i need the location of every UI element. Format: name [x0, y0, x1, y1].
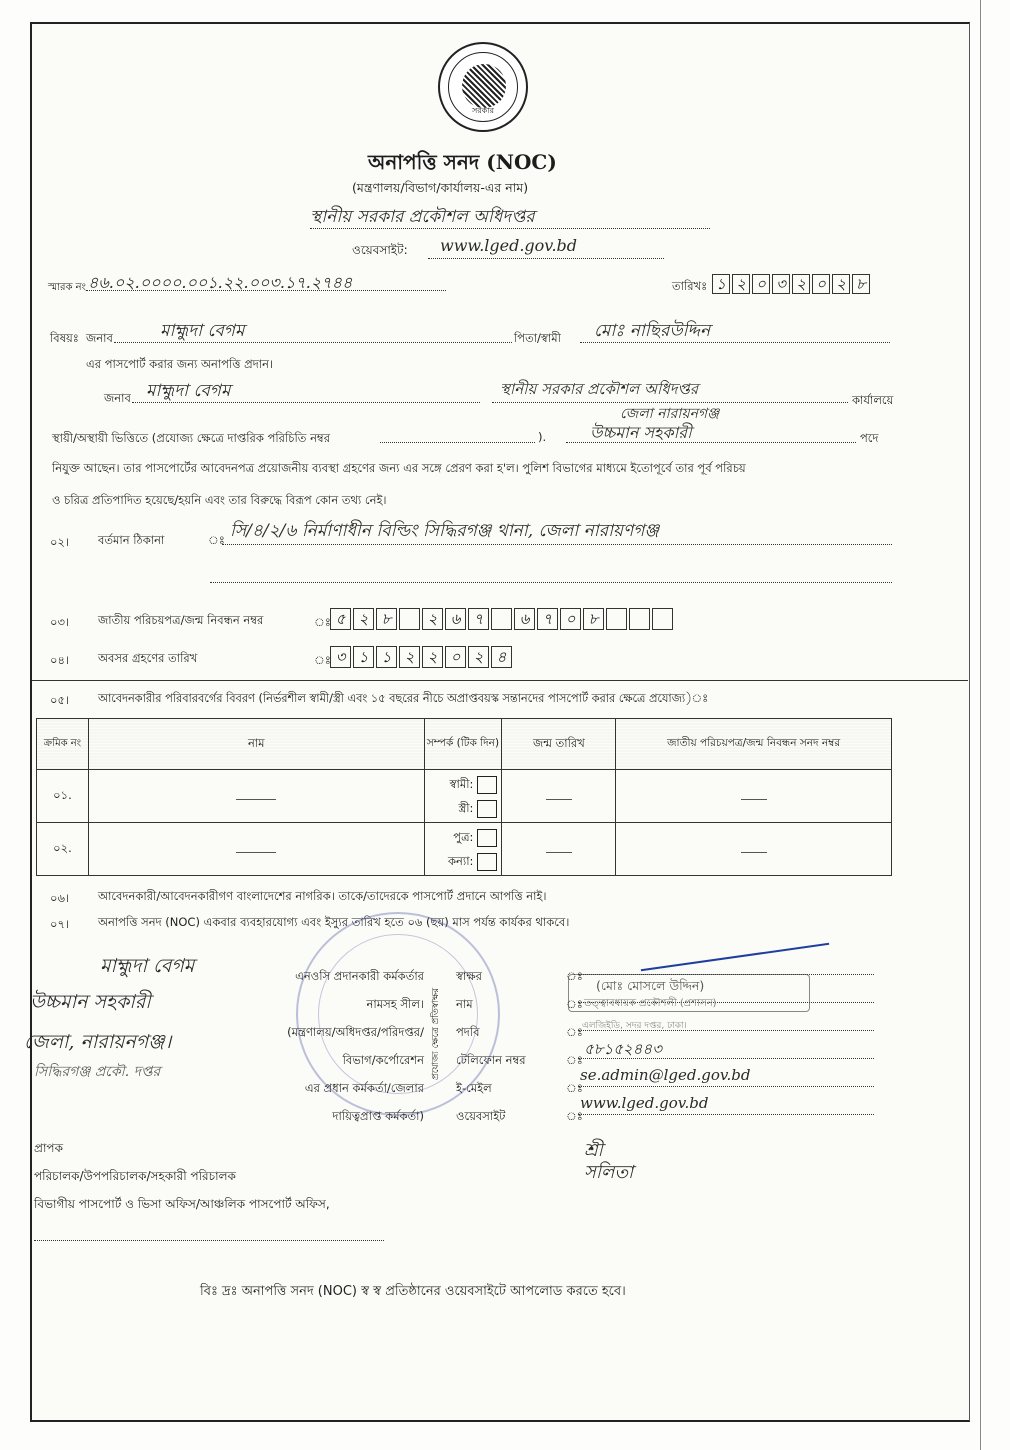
col-relation: সম্পর্ক (টিক দিন) — [424, 719, 502, 770]
item02-label: বর্তমান ঠিকানা — [98, 533, 165, 547]
nid-digit-box — [652, 608, 673, 630]
relation-checkbox[interactable] — [477, 829, 497, 847]
stamp-org: এলজিইডি, সদর দপ্তর, ঢাকা। — [582, 1021, 687, 1031]
nid-digit-box: ৫ — [330, 608, 351, 630]
item04-label: অবসর গ্রহণের তারিখ — [98, 651, 198, 665]
field-label: নাম — [456, 997, 473, 1011]
date-digit-box: ২ — [732, 274, 750, 294]
website-label: ওয়েবসাইট: — [352, 243, 408, 257]
sig-line: (মন্ত্রণালয়/অধিদপ্তর/পরিদপ্তর/ — [287, 1025, 424, 1039]
recipient-line2: বিভাগীয় পাসপোর্ট ও ভিসা অফিস/আঞ্চলিক পাসপোর্ট অফিস, — [34, 1197, 330, 1211]
email-value: se.admin@lged.gov.bd — [580, 1066, 751, 1084]
subject-line2: এর পাসপোর্ট করার জন্য অনাপত্তি প্রদান। — [86, 357, 274, 371]
form-subtitle: (মন্ত্রণালয়/বিভাগ/কার্যালয়-এর নাম) — [352, 180, 529, 195]
nid-digit-box — [491, 608, 512, 630]
item02-num: ০২। — [50, 535, 70, 549]
seal-emblem-icon — [462, 64, 506, 108]
retirement-date-boxes — [330, 646, 514, 668]
retirement-digit-box: ২ — [468, 646, 489, 668]
stamp-title: তত্ত্বাবধায়ক প্রকৌশলী (প্রশাসন) — [584, 998, 717, 1009]
col-name: নাম — [88, 719, 424, 770]
col-serial: ক্রমিক নং — [37, 719, 89, 770]
date-digit-box: ১ — [712, 274, 730, 294]
retirement-digit-box: ১ — [376, 646, 397, 668]
body-line2-end: ). — [538, 430, 547, 444]
nid-digit-box: ৮ — [376, 608, 397, 630]
sig-line: নামসহ সীল। — [366, 997, 424, 1011]
relation-label: পুত্র: — [453, 830, 474, 844]
nid-digit-box: ৬ — [445, 608, 466, 630]
field-label: টেলিফোন নম্বর — [456, 1053, 526, 1067]
sig-line: এর প্রধান কর্মকর্তা/জেলার — [304, 1081, 424, 1095]
row-serial: ০১. — [37, 770, 89, 823]
signatory-fields — [456, 962, 526, 1130]
nid-boxes — [330, 608, 675, 630]
date-digit-box: ২ — [832, 274, 850, 294]
government-seal — [438, 42, 528, 132]
clause06-num: ০৬। — [50, 891, 70, 905]
date-label: তারিখঃ — [672, 279, 708, 293]
retirement-digit-box: ২ — [399, 646, 420, 668]
father-name: মোঃ নাছিরউদ্দিন — [594, 321, 711, 341]
sig-line: এনওসি প্রদানকারী কর্মকর্তার — [295, 969, 424, 983]
date-digit-box: ০ — [752, 274, 770, 294]
date-boxes — [712, 274, 872, 294]
nid-digit-box: ২ — [422, 608, 443, 630]
form-title: অনাপত্তি সনদ (NOC) — [368, 150, 557, 174]
nid-digit-box: ৬ — [514, 608, 535, 630]
recipient-line1: পরিচালক/উপপরিচালক/সহকারী পরিচালক — [34, 1169, 236, 1183]
address-value: সি/৪/২/৬ নির্মাণাধীন বিল্ডিং সিদ্ধিরগঞ্জ থানা, জেলা নারায়ণগঞ্জ — [230, 521, 659, 541]
date-digit-box: ০ — [812, 274, 830, 294]
date-digit-box: ৮ — [852, 274, 870, 294]
district-value: জেলা নারায়নগঞ্জ — [620, 406, 720, 422]
field-label: ই-মেইল — [456, 1081, 492, 1095]
father-label: পিতা/স্বামী — [514, 331, 561, 345]
col-dob: জন্ম তারিখ — [502, 719, 616, 770]
nid-digit-box — [399, 608, 420, 630]
sig-line: দায়িত্বপ্রাপ্ত কর্মকর্তা) — [332, 1109, 424, 1123]
office-name: স্থানীয় সরকার প্রকৌশল অধিদপ্তর — [310, 207, 535, 227]
handwritten-name: মাহ্মুদা বেগম — [100, 955, 195, 977]
footer-note: বিঃ দ্রঃ অনাপত্তি সনদ (NOC) স্ব স্ব প্রতিষ্ঠানের ওয়েবসাইটে আপলোড করতে হবে। — [200, 1284, 626, 1299]
clause06-text: আবেদনকারী/আবেদনকারীগণ বাংলাদেশের নাগরিক। তাকে/তাদেরকে পাসপোর্ট প্রদানে আপত্তি নাই। — [98, 889, 547, 903]
handwritten-office: সিদ্ধিরগঞ্জ প্রকৌ. দপ্তর — [34, 1064, 161, 1080]
vertical-note: প্রযোজ্য ক্ষেত্রে প্রতিস্বাক্ষর — [431, 987, 441, 1080]
clause07-text: অনাপত্তি সনদ (NOC) একবার ব্যবহারযোগ্য এবং ইস্যুর তারিখ হতে ০৬ (ছয়) মাস পর্যন্ত কার্যকর থাকবে। — [98, 915, 570, 929]
relation-checkbox[interactable] — [477, 800, 497, 818]
date-digit-box: ২ — [792, 274, 810, 294]
sig-line: বিভাগ/কর্পোরেশন — [342, 1053, 424, 1067]
relation-label: স্ত্রী: — [458, 801, 474, 815]
row-serial: ০২. — [37, 823, 89, 876]
family-table — [36, 718, 892, 876]
relation-checkbox[interactable] — [477, 776, 497, 794]
subject-janab: জনাব — [86, 331, 113, 345]
item03-num: ০৩। — [50, 615, 70, 629]
item05-num: ০৫। — [50, 693, 70, 707]
handwritten-post: উচ্চমান সহকারী — [30, 991, 151, 1013]
nid-digit-box: ০ — [560, 608, 581, 630]
col-nid: জাতীয় পরিচয়পত্র/জন্ম নিবন্ধন সনদ নম্বর — [616, 719, 892, 770]
retirement-digit-box: ২ — [422, 646, 443, 668]
nid-digit-box: ৭ — [468, 608, 489, 630]
table-row — [37, 823, 892, 876]
field-label: পদবি — [456, 1025, 480, 1039]
nid-digit-box: ৮ — [583, 608, 604, 630]
seal-caption: সরকার — [471, 106, 494, 115]
subject-label: বিষয়ঃ — [50, 331, 79, 345]
post-value: উচ্চমান সহকারী — [590, 423, 692, 442]
nid-digit-box — [606, 608, 627, 630]
relation-label: কন্যা: — [447, 854, 474, 868]
retirement-digit-box: ১ — [353, 646, 374, 668]
body-name: মাহ্মুদা বেগম — [146, 381, 231, 401]
relation-label: স্বামী: — [449, 777, 474, 791]
memo-label: স্মারক নং — [48, 282, 86, 293]
retirement-digit-box: ৩ — [330, 646, 351, 668]
relation-checkbox[interactable] — [477, 853, 497, 871]
website-value: www.lged.gov.bd — [440, 236, 578, 255]
body-line2: স্থায়ী/অস্থায়ী ভিত্তিতে (প্রযোজ্য ক্ষেত্রে দাপ্তরিক পরিচিতি নম্বর — [52, 431, 331, 445]
item03-label: জাতীয় পরিচয়পত্র/জন্ম নিবন্ধন নম্বর — [98, 613, 264, 627]
subject-name: মাহ্মুদা বেগম — [160, 321, 245, 341]
body-janab: জনাব — [104, 391, 131, 405]
body-line4: ও চরিত্র প্রতিপাদিত হয়েছে/হয়নি এবং তার বিরুদ্ধে বিরূপ কোন তথ্য নেই। — [52, 493, 387, 507]
office-suffix: কার্যালয়ে — [852, 393, 894, 407]
nid-digit-box: ২ — [353, 608, 374, 630]
table-row — [37, 770, 892, 823]
signatory-website: www.lged.gov.bd — [580, 1094, 709, 1112]
phone-value: ৫৮১৫২৪৪৩ — [584, 1040, 662, 1058]
signatory-left-block — [254, 962, 424, 1130]
stamp-name: (মোঃ মোসলে উদ্দিন) — [596, 978, 705, 993]
body-line3: নিযুক্ত আছেন। তার পাসপোর্টের আবেদনপত্র প্রয়োজনীয় ব্যবস্থা গ্রহণের জন্য এর সঙ্গে প্রেরণ করা হ'ল। পুলিশ বিভাগের মাধ্যমে ইতোপূর্বে তার পূর্ব পরিচয় — [52, 461, 746, 475]
post-suffix: পদে — [860, 431, 879, 445]
item04-num: ০৪। — [50, 653, 70, 667]
field-label: স্বাক্ষর — [456, 969, 482, 983]
paper-edge — [980, 0, 981, 1450]
table-header-row — [37, 719, 892, 770]
clause07-num: ০৭। — [50, 917, 70, 931]
body-office: স্থানীয় সরকার প্রকৌশল অধিদপ্তর — [500, 380, 699, 398]
item05-label: আবেদনকারীর পরিবারবর্গের বিবরণ (নির্ভরশীল স্বামী/স্ত্রী এবং ১৫ বছরের নীচে অপ্রাপ্তবয়স্ক সন্তানদের পাসপোর্ট করার ক্ষেত্রে প্রযোজ্য)ঃ — [98, 692, 709, 705]
retirement-digit-box: ০ — [445, 646, 466, 668]
nid-digit-box — [629, 608, 650, 630]
recipient-label: প্রাপক — [34, 1141, 63, 1155]
handwritten-district: জেলা, নারায়নগঞ্জ। — [24, 1031, 172, 1053]
handwritten-initials: শ্রী সলিতা — [584, 1140, 634, 1183]
nid-digit-box: ৭ — [537, 608, 558, 630]
retirement-digit-box: ৪ — [491, 646, 512, 668]
field-label: ওয়েবসাইট — [456, 1109, 506, 1123]
memo-value: ৪৬.০২.০০০০.০০১.২২.০০৩.১৭.২৭৪৪ — [88, 273, 353, 292]
date-digit-box: ৩ — [772, 274, 790, 294]
